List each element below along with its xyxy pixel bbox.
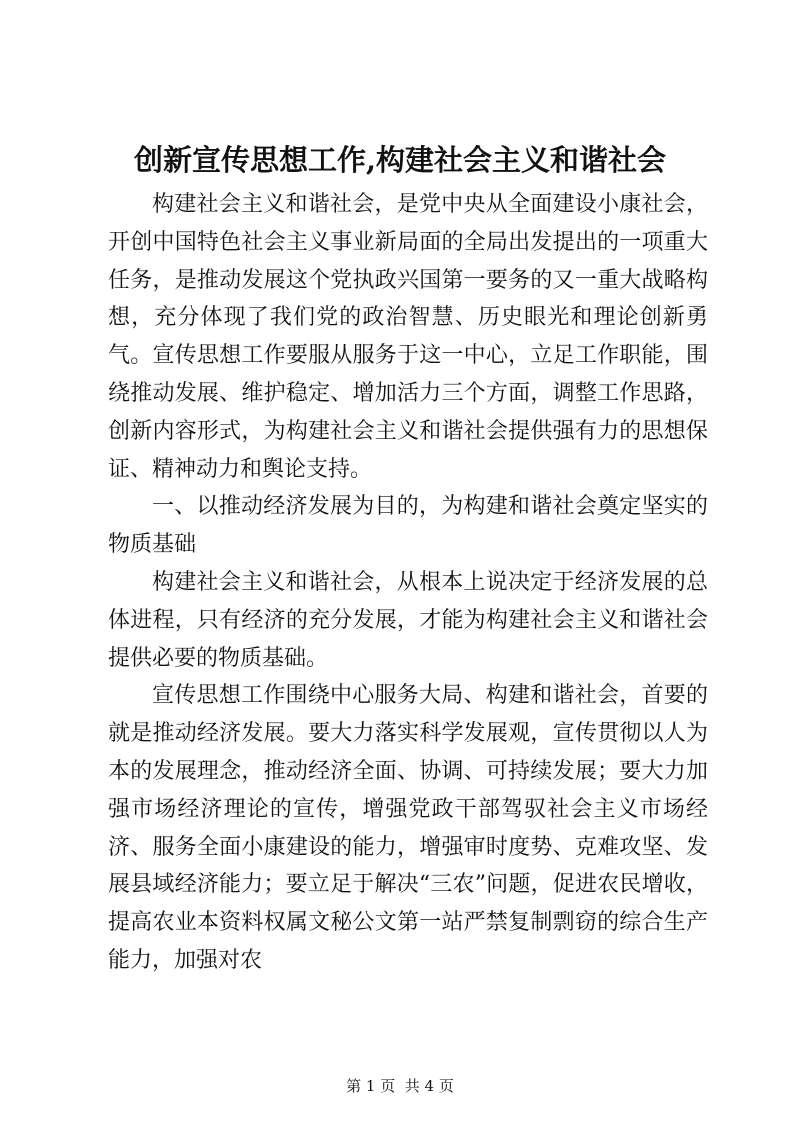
page-number-label: 第 1 页 共 4 页 bbox=[346, 1077, 454, 1095]
paragraph-economic-foundation: 构建社会主义和谐社会，从根本上说决定于经济发展的总体进程，只有经济的充分发展，才能为构建社会主义和谐社会提供必要的物质基础。 bbox=[108, 569, 708, 671]
document-body bbox=[108, 186, 708, 980]
paragraph-propaganda-work: 宣传思想工作围绕中心服务大局、构建和谐社会，首要的就是推动经济发展。要大力落实科学发展观，宣传贯彻以人为本的发展理念，推动经济全面、协调、可持续发展；要大力加强市场经济理论的宣传，增强党政干部驾驭社会主义市场经济、服务全面小康建设的能力，增强审时度势、克难攻坚、发展县域经济能力；要立足于解决“三农”问题，促进农民增收，提高农业本资料权属文秘公文第一站严禁复制剽窃的综合生产能力，加强对农 bbox=[108, 683, 708, 973]
page-footer bbox=[0, 1076, 800, 1096]
paragraph-section-heading: 一、以推动经济发展为目的，为构建和谐社会奠定坚实的物质基础 bbox=[108, 494, 708, 558]
document-title: 创新宣传思想工作,构建社会主义和谐社会 bbox=[133, 143, 667, 177]
paragraph-intro: 构建社会主义和谐社会，是党中央从全面建设小康社会，开创中国特色社会主义事业新局面的全局出发提出的一项重大任务，是推动发展这个党执政兴国第一要务的又一重大战略构想，充分体现了我们党的政治智慧、历史眼光和理论创新勇气。宣传思想工作要服从服务于这一中心，立足工作职能，围绕推动发展、维护稳定、增加活力三个方面，调整工作思路，创新内容形式，为构建社会主义和谐社会提供强有力的思想保证、精神动力和舆论支持。 bbox=[108, 192, 708, 482]
